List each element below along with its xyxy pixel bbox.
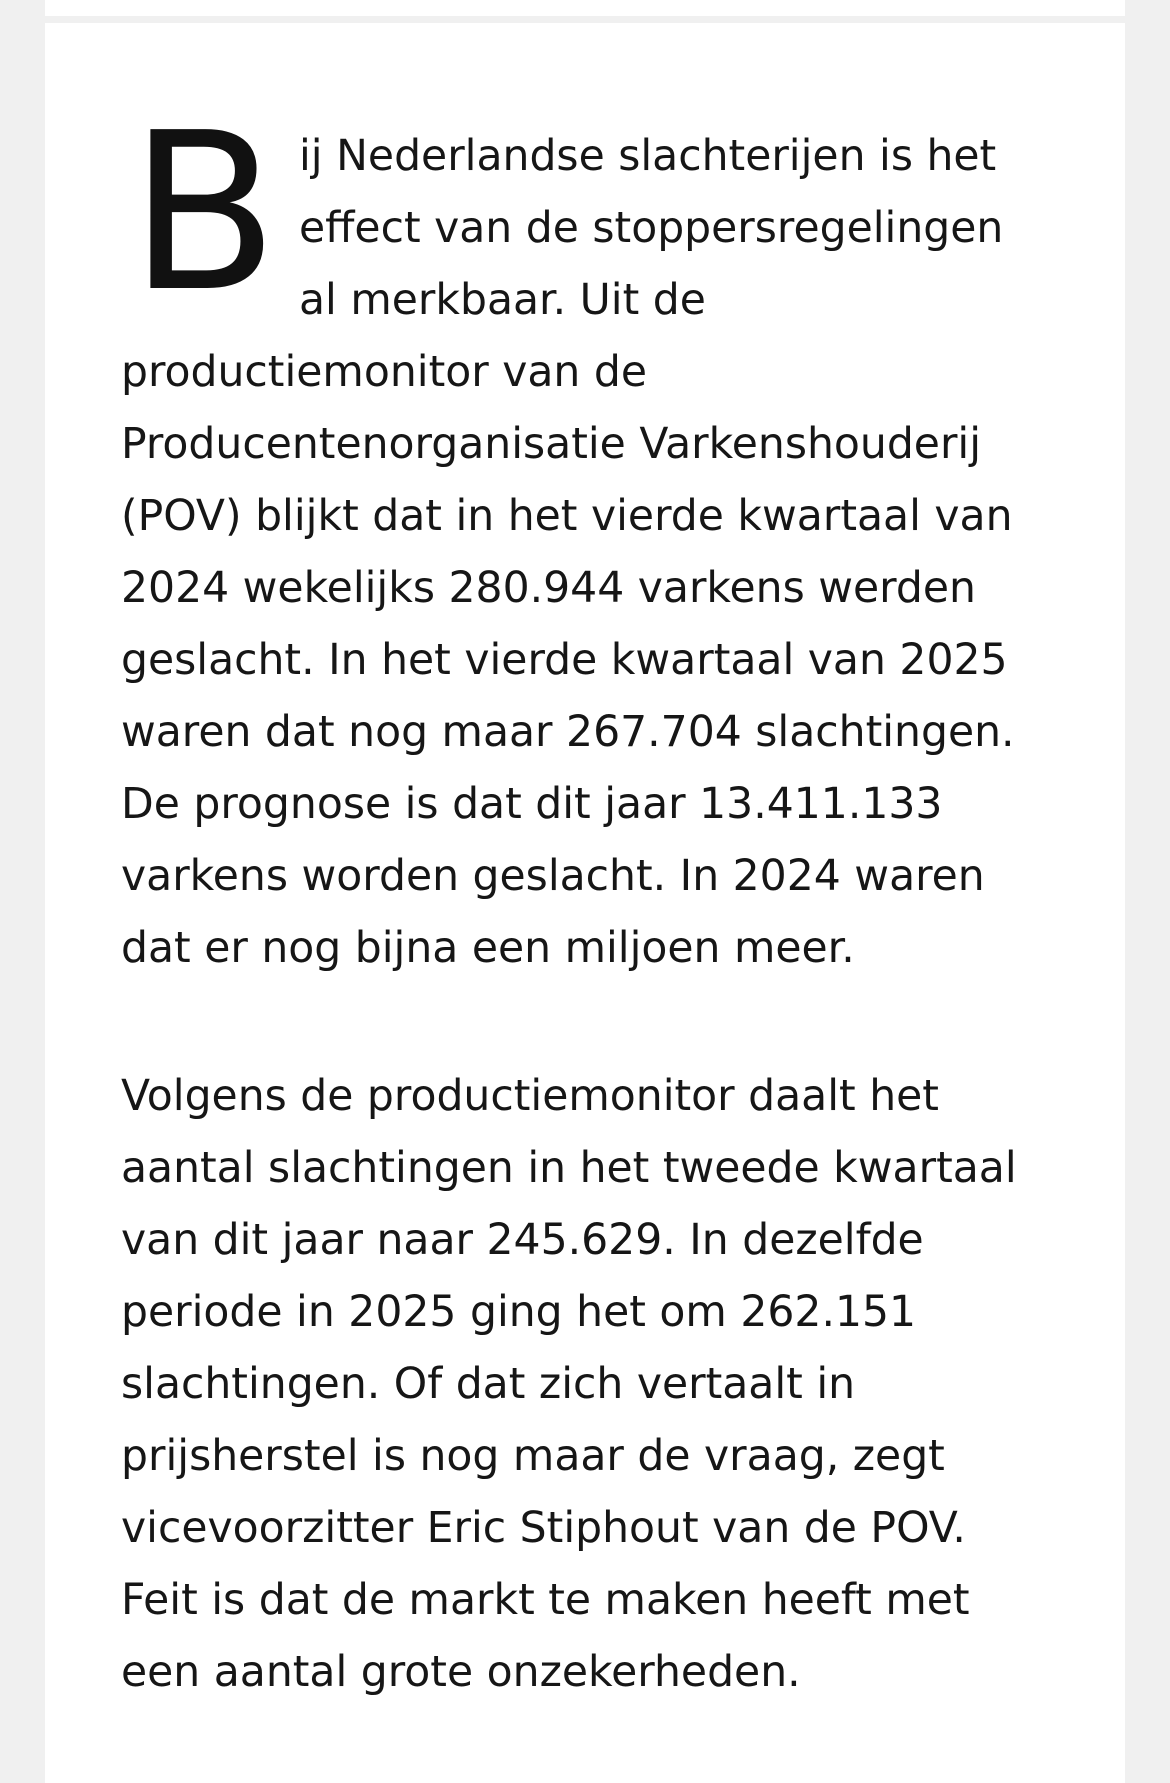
paragraph-line: varkens worden geslacht. In 2024 waren <box>121 852 985 901</box>
previous-card-edge <box>45 0 1125 16</box>
paragraph-line: Volgens de productiemonitor daalt het <box>121 1072 939 1121</box>
paragraph-line: aantal slachtingen in het tweede kwartaal <box>121 1144 1017 1193</box>
paragraph-line: prijsherstel is nog maar de vraag, zegt <box>121 1432 945 1481</box>
paragraph-line: dat er nog bijna een miljoen meer. <box>121 924 855 973</box>
paragraph-line: van dit jaar naar 245.629. In dezelfde <box>121 1216 924 1265</box>
paragraph-line: waren dat nog maar 267.704 slachtingen. <box>121 708 1015 757</box>
paragraph-line: 2024 wekelijks 280.944 varkens werden <box>121 564 976 613</box>
paragraph-line: periode in 2025 ging het om 262.151 <box>121 1288 917 1337</box>
paragraph-line: slachtingen. Of dat zich vertaalt in <box>121 1360 856 1409</box>
paragraph-2 <box>121 1061 1081 1709</box>
paragraph-line: vicevoorzitter Eric Stiphout van de POV. <box>121 1504 966 1553</box>
article-card <box>45 23 1125 1783</box>
paragraph-line: De prognose is dat dit jaar 13.411.133 <box>121 780 943 829</box>
paragraph-line: geslacht. In het vierde kwartaal van 2025 <box>121 636 1008 685</box>
paragraph-line: productiemonitor van de <box>121 348 647 397</box>
paragraph-line: (POV) blijkt dat in het vierde kwartaal van <box>121 492 1013 541</box>
paragraph-line: Feit is dat de markt te maken heeft met <box>121 1576 970 1625</box>
drop-cap: B <box>129 87 279 340</box>
paragraph-line: Producentenorganisatie Varkenshouderij <box>121 420 982 469</box>
paragraph-line: een aantal grote onzekerheden. <box>121 1648 801 1697</box>
paragraph-1 <box>121 87 1081 985</box>
paragraph-spacer <box>121 985 1081 1061</box>
paragraph-line: effect van de stoppersregelingen <box>299 204 1004 253</box>
article-body <box>121 87 1081 1709</box>
paragraph-line: al merkbaar. Uit de <box>299 276 706 325</box>
paragraph-line: ij Nederlandse slachterijen is het <box>299 132 997 181</box>
